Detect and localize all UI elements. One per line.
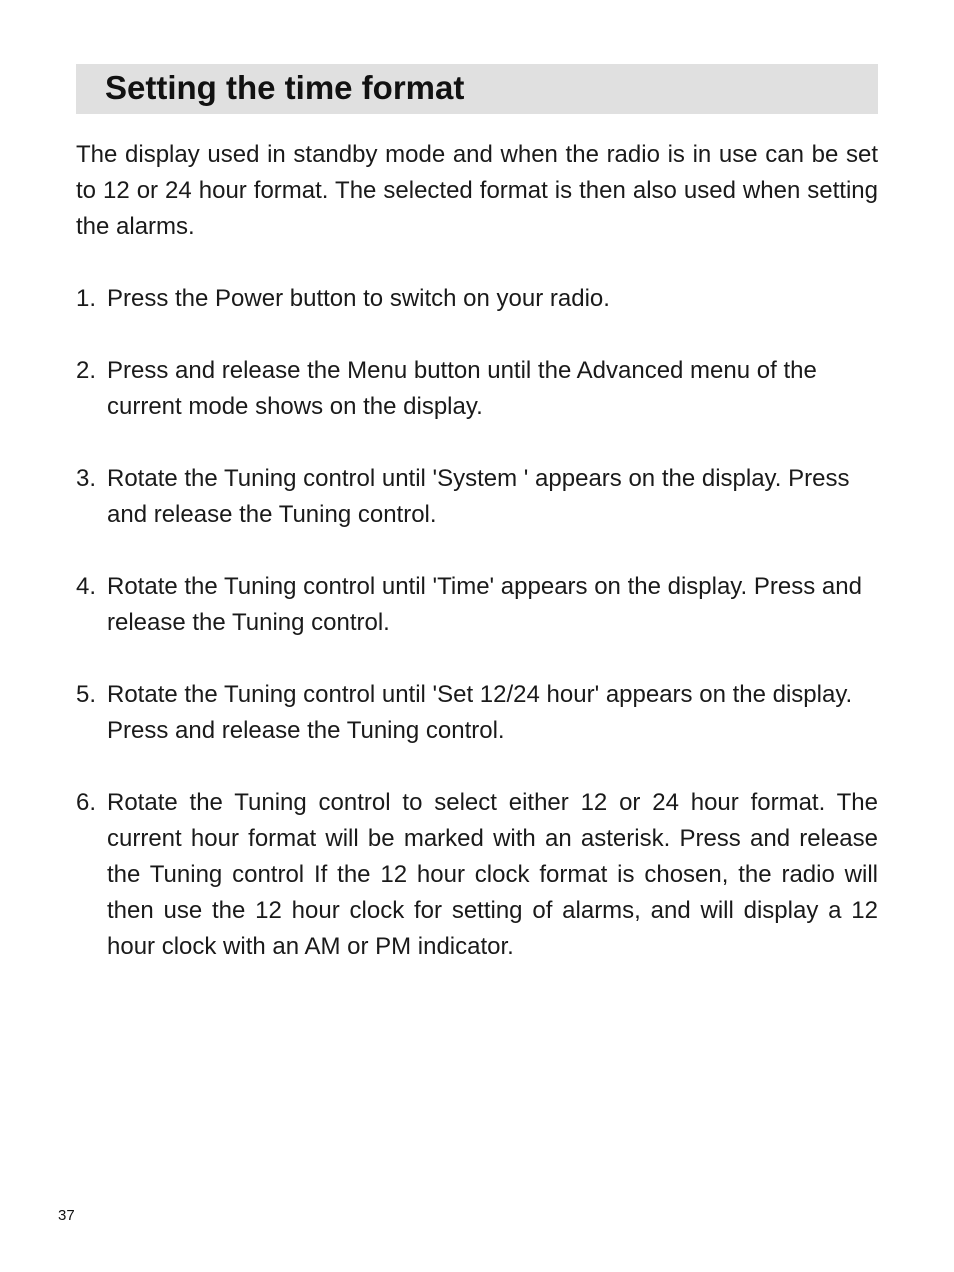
section-heading: Setting the time format [105, 69, 465, 106]
step-text: Press and release the Menu button until the Advanced menu of the current mode shows on the display. [107, 357, 817, 420]
step-number: 5. [76, 681, 97, 708]
step-3 [76, 461, 878, 533]
step-1 [76, 281, 878, 317]
step-text: Rotate the Tuning control to select either 12 or 24 hour format. The current hour format will be marked with an asterisk. Press and release the Tuning control If the 12 hour clock format is chosen, the radio will then use the 12 hour clock for setting of alarms, and will display a 12 hour clock with an AM or PM indicator. [107, 789, 878, 960]
step-text: Rotate the Tuning control until 'Time' appears on the display. Press and release the Tuning control. [107, 573, 862, 636]
step-text: Rotate the Tuning control until 'System ' appears on the display. Press and release the Tuning control. [107, 465, 850, 528]
step-number: 3. [76, 465, 97, 492]
intro-paragraph: The display used in standby mode and when the radio is in use can be set to 12 or 24 hour format. The selected format is then also used when setting the alarms. [76, 141, 878, 240]
step-number: 4. [76, 573, 97, 600]
step-text: Press the Power button to switch on your radio. [107, 285, 610, 312]
step-text: Rotate the Tuning control until 'Set 12/24 hour' appears on the display. Press and release the Tuning control. [107, 681, 853, 744]
step-4 [76, 569, 878, 641]
step-number: 2. [76, 357, 97, 384]
step-6 [76, 785, 878, 965]
steps-list [76, 281, 878, 1001]
step-2 [76, 353, 878, 425]
step-number: 6. [76, 789, 97, 816]
page-number: 37 [58, 1207, 75, 1224]
section-heading-bar [76, 64, 878, 114]
step-5 [76, 677, 878, 749]
step-number: 1. [76, 285, 97, 312]
